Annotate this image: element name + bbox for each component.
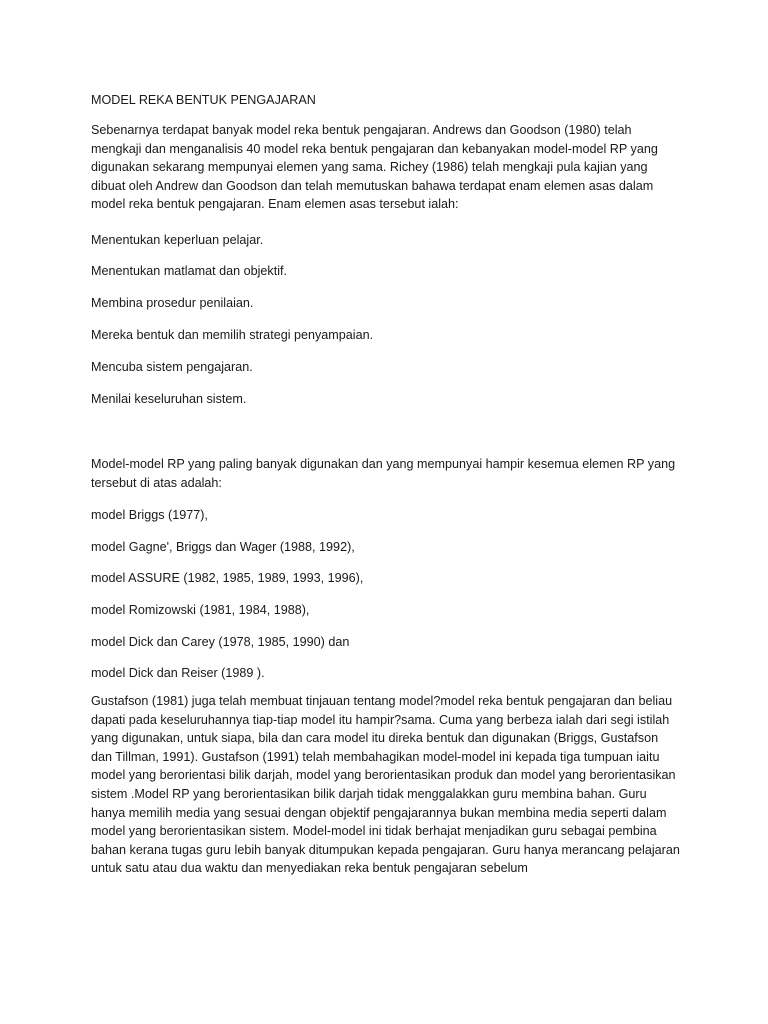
model-item: model ASSURE (1982, 1985, 1989, 1993, 1996),: [91, 571, 364, 585]
model-item: model Gagne', Briggs dan Wager (1988, 1992),: [91, 540, 355, 554]
intro-paragraph: Sebenarnya terdapat banyak model reka bentuk pengajaran. Andrews dan Goodson (1980) telah mengkaji dan menganalisis 40 model reka bentuk pengajaran dan kebanyakan model-model RP yang digunakan sekarang mempunyai elemen yang sama. Richey (1986) telah mengkaji pula kajian yang dibuat oleh Andrew dan Goodson dan telah memutuskan bahawa terdapat enam elemen asas dalam model reka bentuk pengajaran. Enam elemen asas tersebut ialah:: [91, 123, 658, 212]
gustafson-paragraph: Gustafson (1981) juga telah membuat tinjauan tentang model?model reka bentuk pengajaran dan beliau dapati pada keseluruhannya tiap-tiap model itu hampir?sama. Cuma yang berbeza ialah dari segi istilah yang digunakan, untuk siapa, bila dan cara model itu direka bentuk dan digunakan (Briggs, Gustafson dan Tillman, 1991). Gustafson (1991) telah membahagikan model-model ini kepada tiga tumpuan iaitu model yang berorientasi bilik darjah, model yang berorientasikan produk dan model yang berorientasikan sistem .Model RP yang berorientasikan bilik darjah tidak menggalakkan guru membina bahan. Guru hanya memilih media yang sesuai dengan objektif pengajarannya bukan membina media seperti dalam model yang berorientasikan sistem. Model-model ini tidak berhajat menjadikan guru sebagai pembina bahan kerana tugas guru lebih banyak ditumpukan kepada pengajaran. Guru hanya merancang pelajaran untuk satu atau dua waktu dan menyediakan reka bentuk pengajaran sebelum: [91, 694, 680, 876]
element-item: Mereka bentuk dan memilih strategi penyampaian.: [91, 328, 374, 342]
model-item: model Briggs (1977),: [91, 508, 208, 522]
element-item: Mencuba sistem pengajaran.: [91, 360, 253, 374]
element-item: Menentukan keperluan pelajar.: [91, 233, 264, 247]
model-item: model Romizowski (1981, 1984, 1988),: [91, 603, 310, 617]
element-item: Menilai keseluruhan sistem.: [91, 392, 247, 406]
document-title: MODEL REKA BENTUK PENGAJARAN: [91, 93, 316, 107]
element-item: Menentukan matlamat dan objektif.: [91, 264, 288, 278]
element-item: Membina prosedur penilaian.: [91, 296, 254, 310]
model-item: model Dick dan Reiser (1989 ).: [91, 666, 265, 680]
models-intro-paragraph: Model-model RP yang paling banyak digunakan dan yang mempunyai hampir kesemua elemen RP yang tersebut di atas adalah:: [91, 457, 676, 490]
model-item: model Dick dan Carey (1978, 1985, 1990) dan: [91, 635, 350, 649]
